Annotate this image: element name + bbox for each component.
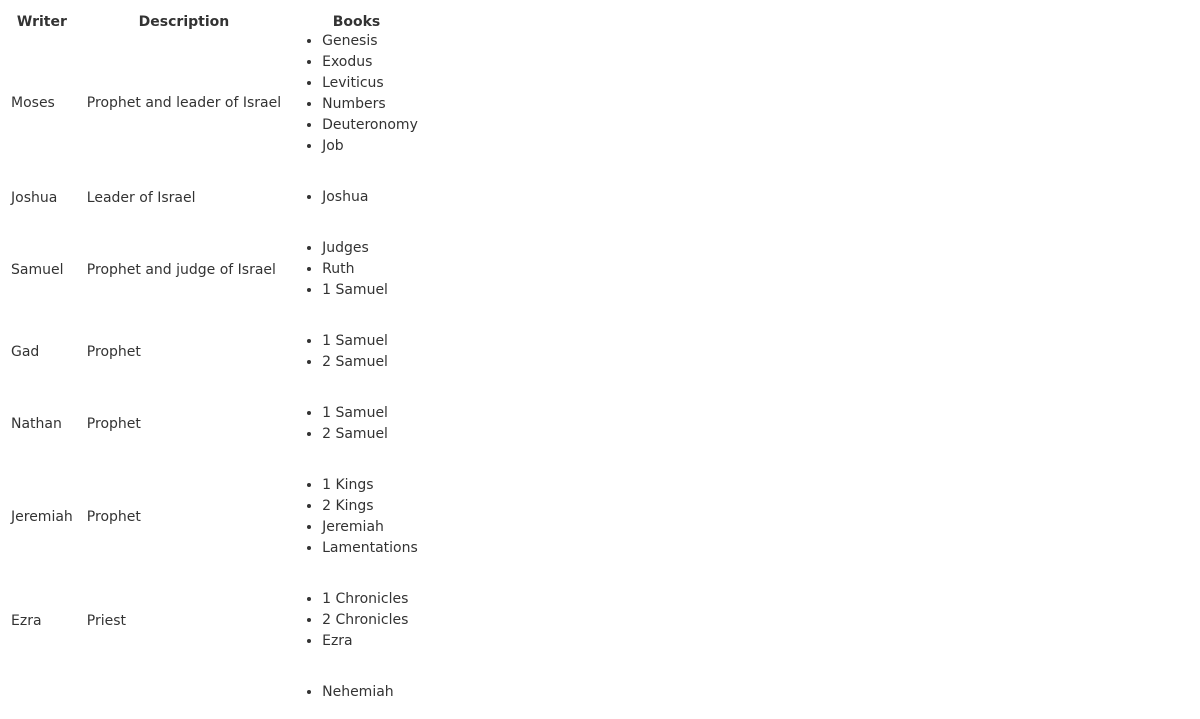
book-item: • Job <box>322 136 418 157</box>
book-item: • Deuteronomy <box>322 115 418 136</box>
description-cell: Prophet and judge of Israel <box>86 261 276 278</box>
books-list <box>295 403 418 445</box>
table-row <box>5 668 424 717</box>
book-item: • 2 Samuel <box>322 424 418 445</box>
book-item: • 1 Samuel <box>322 403 418 424</box>
column-header-books: Books <box>332 13 381 30</box>
writer-cell: Moses <box>11 95 55 111</box>
books-list <box>295 589 418 652</box>
writer-cell: Jeremiah <box>11 509 73 525</box>
table-row <box>5 224 424 315</box>
books-cell <box>289 389 424 459</box>
book-item: • Nehemiah <box>322 682 418 703</box>
book-item: • Leviticus <box>322 73 418 94</box>
book-item: • 2 Kings <box>322 496 418 517</box>
books-cell <box>289 35 424 171</box>
book-item: • 2 Samuel <box>322 352 418 373</box>
description-cell <box>81 668 287 717</box>
books-list <box>295 187 418 208</box>
description-cell: Prophet and leader of Israel <box>86 95 282 111</box>
writer-cell: Nathan <box>11 416 62 432</box>
book-item: • Judges <box>322 238 418 259</box>
description-cell: Prophet <box>86 416 141 432</box>
book-item: • Genesis <box>322 31 418 52</box>
book-item: • Lamentations <box>322 538 418 559</box>
table-row <box>5 35 424 171</box>
description-cell: Priest <box>86 612 127 629</box>
table-header-row <box>5 10 424 33</box>
books-cell <box>289 575 424 666</box>
book-item: • 1 Samuel <box>322 280 418 301</box>
book-item: • 2 Chronicles <box>322 610 418 631</box>
table-row <box>5 575 424 666</box>
description-cell: Leader of Israel <box>86 189 196 206</box>
books-list <box>295 238 418 301</box>
table-row <box>5 173 424 222</box>
description-cell: Prophet <box>86 344 141 360</box>
book-item: • 1 Samuel <box>322 331 418 352</box>
writer-cell <box>5 668 79 717</box>
table-row <box>5 317 424 387</box>
books-cell <box>289 668 424 717</box>
writer-cell: Ezra <box>11 612 42 629</box>
book-item: • Jeremiah <box>322 517 418 538</box>
description-cell: Prophet <box>86 509 141 525</box>
book-item: • Ruth <box>322 259 418 280</box>
book-item: • Ezra <box>322 631 418 652</box>
books-cell <box>289 317 424 387</box>
books-cell <box>289 173 424 222</box>
books-cell <box>289 224 424 315</box>
books-list <box>295 682 418 703</box>
writer-cell: Gad <box>11 344 40 360</box>
book-item: • 1 Kings <box>322 475 418 496</box>
writers-table <box>3 8 426 719</box>
books-list <box>295 31 418 157</box>
writer-cell: Samuel <box>11 261 64 278</box>
book-item: • Numbers <box>322 94 418 115</box>
table-body <box>5 35 424 717</box>
column-header-writer: Writer <box>16 13 67 30</box>
column-header-description: Description <box>138 13 230 30</box>
table-row <box>5 389 424 459</box>
book-item: • Joshua <box>322 187 418 208</box>
book-item: • 1 Chronicles <box>322 589 418 610</box>
books-list <box>295 331 418 373</box>
books-list <box>295 475 418 559</box>
books-cell <box>289 461 424 573</box>
table-row <box>5 461 424 573</box>
book-item: • Exodus <box>322 52 418 73</box>
writer-cell: Joshua <box>11 189 58 206</box>
